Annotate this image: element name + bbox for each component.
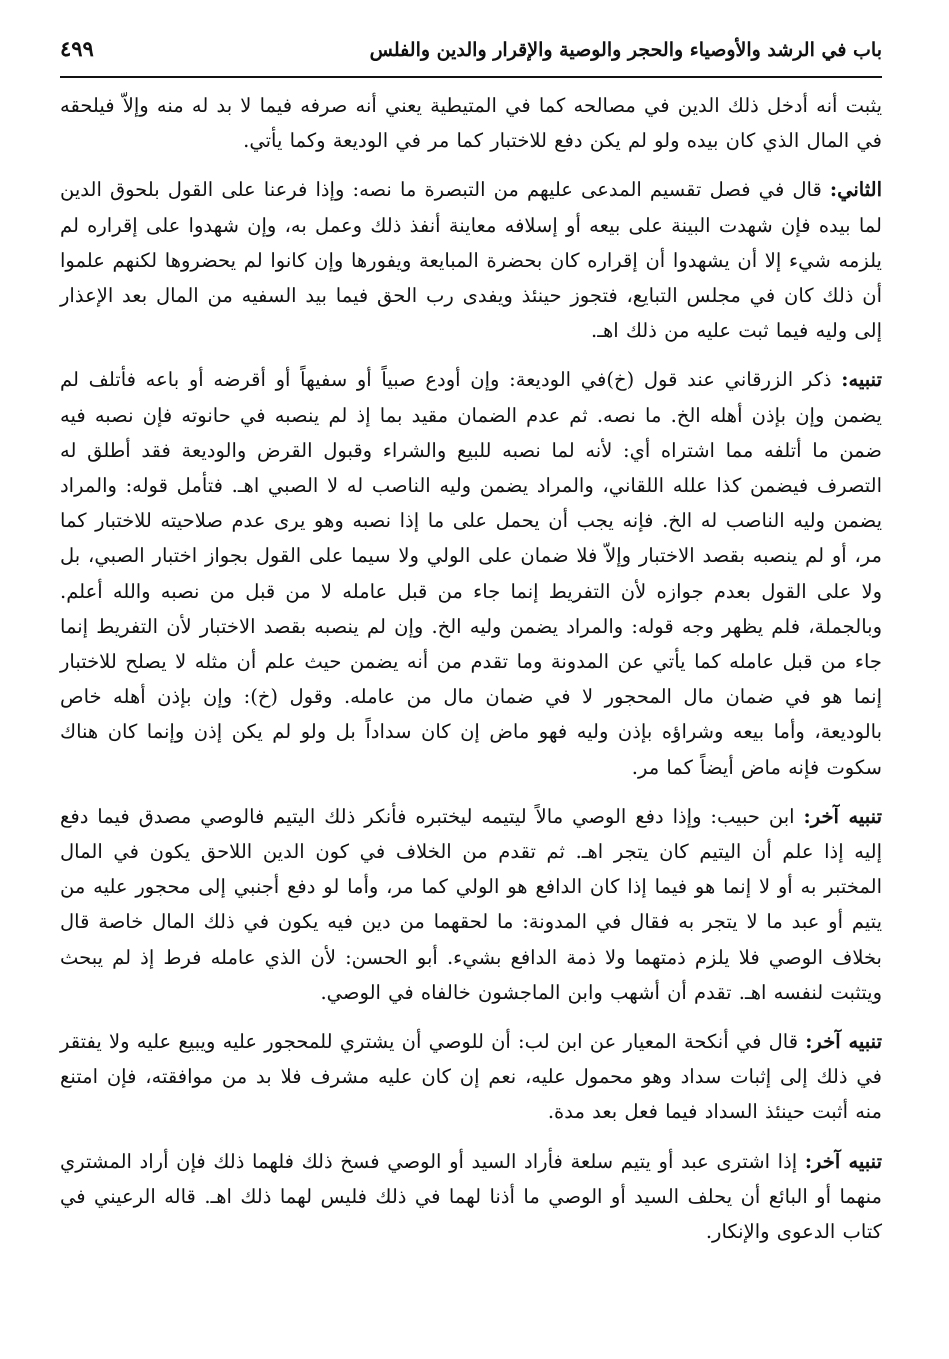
running-title: باب في الرشد والأوصياء والحجر والوصية والإقرار والدين والفلس [369,39,882,61]
paragraph-another-note-2 [60,1024,882,1130]
header-rule [60,76,882,78]
paragraph-lead: تنبيه آخر: [803,804,882,828]
paragraph-second [60,172,882,348]
document-page [60,36,882,1263]
paragraph-text: إذا اشترى عبد أو يتيم سلعة فأراد السيد أو الوصي فسخ ذلك فلهما ذلك فإن أراد المشتري منهما أو البائع أن يحلف السيد أو الوصي ما أذنا لهما في ذلك فليس لهما ذلك اهـ. قاله الرعيني في كتاب الدعوى والإنكار. [60,1149,882,1244]
paragraph-lead: تنبيه: [841,368,882,392]
paragraph-text: ذكر الزرقاني عند قول (خ)في الوديعة: وإن أودع صبياً أو سفيهاً أو أقرضه أو باعه فأتلف لم يضمن وإن بإذن أهله الخ. ما نصه. ثم عدم الضمان مقيد بما إذ لم ينصبه في حانوته فإن نصبه فيه ضمن ما أتلفه مما اشتراه أي: لأنه لما نصبه للبيع والشراء وقبول القرض والوديعة فقد أطلق له التصرف فيضمن كذا علله اللقاني، والمراد يضمن وليه الناصب له لا الصبي اهـ. فتأمل قوله: والمراد يضمن وليه الناصب له الخ. فإنه يجب أن يحمل على ما إذا نصبه وهو يرى عدم صلاحيته للاختبار كما مر، أو لم ينصبه بقصد الاختبار وإلاّ فلا ضمان على الولي ولا سيما على القول بجواز اختبار الصبي، بل ولا على القول بعدم جوازه لأن التفريط إنما جاء من قبل عامله لا من قبل من نصبه والله أعلم. وبالجملة، فلم يظهر وجه قوله: والمراد يضمن وليه الخ. وإن لم ينصبه بقصد الاختبار لأن التفريط إنما جاء من قبل عامله كما يأتي عن المدونة وما تقدم من أنه يضمن حيث علم أن مثله لا يصلح للاختبار إنما هو في ضمان مال المحجور لا في ضمان مال من عامله. وقول (خ): وإن بإذن أهله خاص بالوديعة، وأما بيعه وشراؤه بإذن وليه فهو ماض إن كان سداداً بل ولو لم يكن إذن وإنما كان هناك سكوت فإنه ماض أيضاً كما مر. [60,368,882,779]
page-number: ٤٩٩ [60,36,94,61]
paragraph-text: قال في أنكحة المعيار عن ابن لب: أن للوصي أن يشتري للمحجور عليه ويبيع عليه ولا يفتقر في ذلك إلى إثبات سداد وهو محمول عليه، نعم إن كان عليه مشرف فلا بد من موافقته، فإن امتنع منه أثبت حينئذ السداد فيما فعل بعد مدة. [60,1030,882,1124]
paragraph-text: يثبت أنه أدخل ذلك الدين في مصالحه كما في المتيطية يعني أنه صرفه فيما لا بد له منه وإلاّ فيلحقه في المال الذي كان بيده ولو لم يكن دفع للاختبار كما مر في الوديعة وكما يأتي. [60,94,882,153]
paragraph-continuation [60,88,882,158]
paragraph-lead: الثاني: [829,178,882,202]
paragraph-text: قال في فصل تقسيم المدعى عليهم من التبصرة ما نصه: وإذا فرعنا على القول بلحوق الدين لما بيده فإن شهدت البينة على بيعه أو إسلافه معاينة أنفذ ذلك وعمل به، وإن شهدوا على إقراره لم يلزمه شيء إلا أن يشهدوا أن إقراره كان بحضرة المبايعة ويفورها وإن كانوا لم يحضروها لكنهم علموا أن ذلك كان في مجلس التبايع، فتجوز حينئذ ويفدى رب الحق فيما بيد السفيه من المال بعد الإعذار إلى وليه فيما ثبت عليه من ذلك اهـ. [60,178,882,343]
paragraph-lead: تنبيه آخر: [804,1149,882,1173]
page-header [60,36,882,74]
paragraph-lead: تنبيه آخر: [805,1030,882,1054]
paragraph-another-note-1 [60,799,882,1010]
paragraph-another-note-3 [60,1144,882,1250]
paragraph-note [60,362,882,784]
paragraph-text: ابن حبيب: وإذا دفع الوصي مالاً ليتيمه ليختبره فأنكر ذلك اليتيم فالوصي مصدق فيما دفع إليه إذا علم أن اليتيم كان يتجر اهـ. ثم تقدم من الخلاف في كون الدين اللاحق يكون في المال المختبر به أو لا إنما هو فيما إذا كان الدافع هو الولي كما مر، وأما لو دفع أجنبي إلى محجور عليه من يتيم أو عبد ما لا يتجر به فقال في المدونة: ما لحقهما من دين فيه يكون في ذلك المال خاصة قال بخلاف الوصي فلا يلزم ذمتهما ولا ذمة الدافع بشيء. أبو الحسن: لأن الذي عامله فرط إذ لم يبحث ويتثبت لنفسه اهـ. تقدم أن أشهب وابن الماجشون خالفاه في الوصي. [60,804,882,1004]
